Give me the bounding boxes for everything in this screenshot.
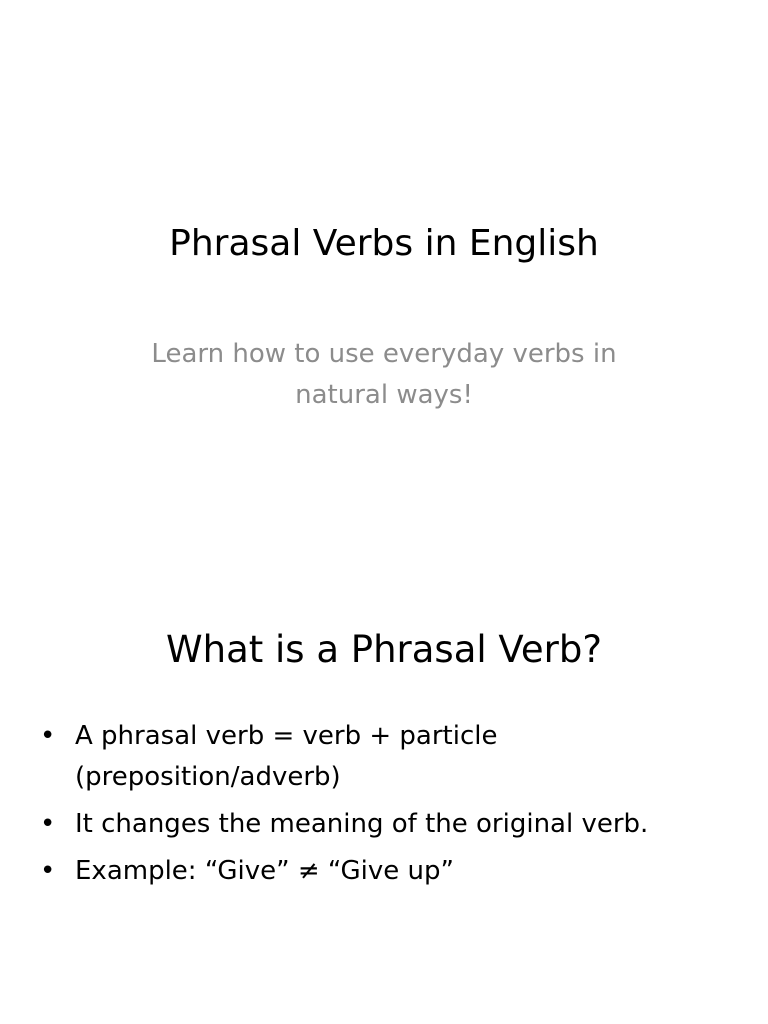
- bullet-icon: •: [40, 856, 56, 886]
- bullet-text: Example: “Give” ≠ “Give up”: [75, 856, 454, 886]
- bullet-icon: •: [40, 809, 56, 839]
- subtitle-line: Learn how to use everyday verbs in: [151, 339, 617, 369]
- slide-subtitle: [100, 334, 668, 416]
- bullet-text: A phrasal verb = verb + particle: [75, 721, 498, 751]
- bullet-item: [40, 804, 740, 845]
- bullet-list: [40, 716, 740, 898]
- slide-definition: [0, 576, 768, 1024]
- bullet-text: It changes the meaning of the original verb.: [75, 809, 649, 839]
- slide-definition-heading: What is a Phrasal Verb?: [166, 628, 602, 671]
- bullet-item: [40, 716, 740, 798]
- bullet-icon: •: [40, 721, 56, 751]
- bullet-item: [40, 851, 740, 892]
- slide-title-heading: Phrasal Verbs in English: [169, 223, 599, 264]
- bullet-text: (preposition/adverb): [75, 762, 341, 792]
- subtitle-line: natural ways!: [295, 380, 473, 410]
